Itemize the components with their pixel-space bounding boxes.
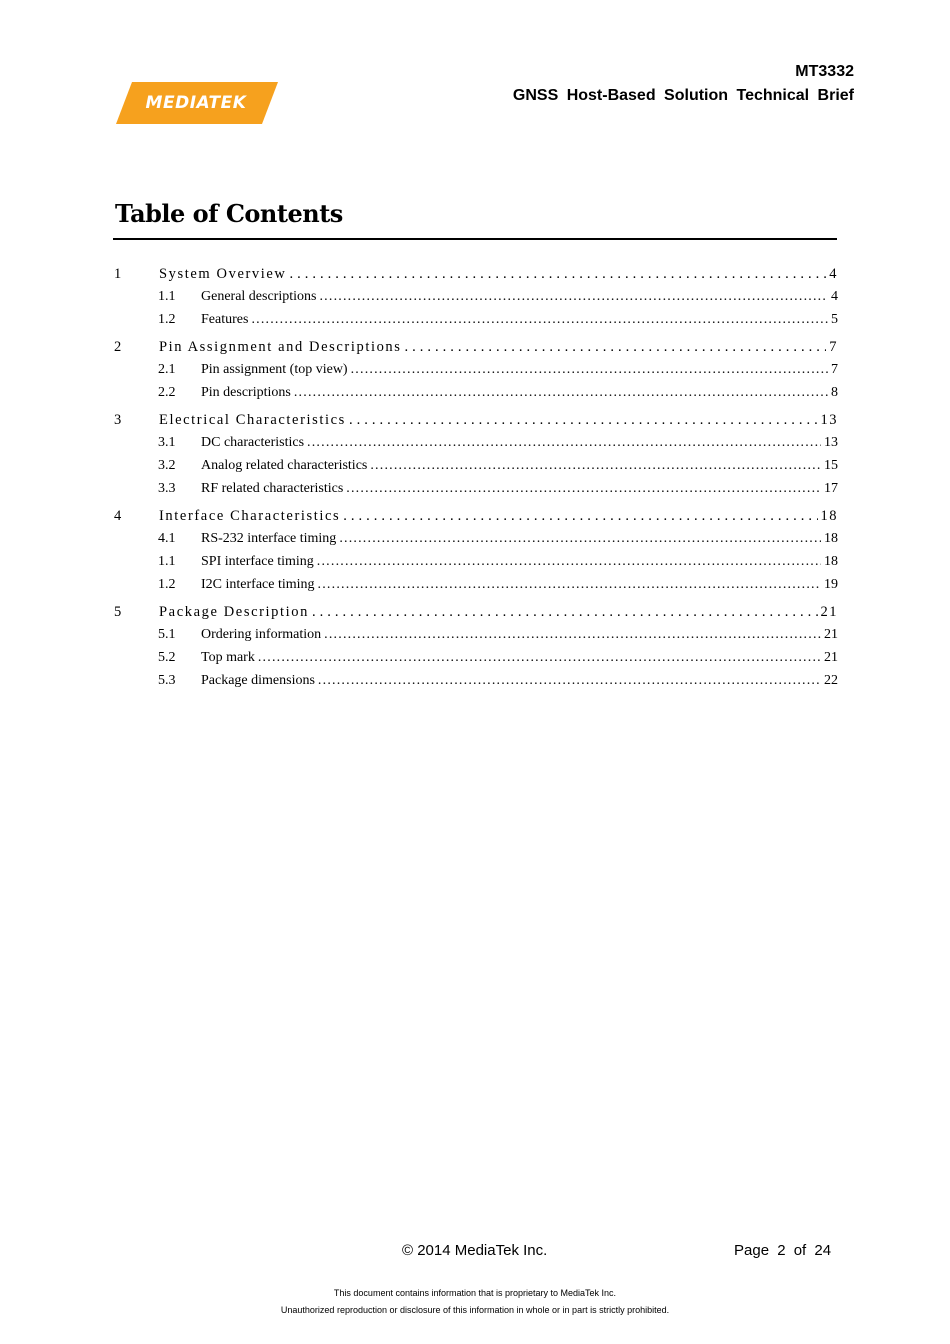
toc-subsection-entry[interactable] <box>113 531 838 554</box>
footer-copyright: © 2014 MediaTek Inc. <box>402 1242 548 1259</box>
toc-section-entry[interactable] <box>113 508 838 531</box>
toc-dot-leader <box>317 554 821 570</box>
toc-section-entry[interactable] <box>113 412 838 435</box>
toc-entry-page: 19 <box>824 577 838 592</box>
toc-entry-label: Interface Characteristics <box>159 508 341 524</box>
toc-entry-page: 22 <box>824 673 838 688</box>
toc-entry-page: 7 <box>829 339 838 355</box>
toc-entry-page: 18 <box>820 508 838 524</box>
toc-entry-label: Package dimensions <box>201 673 315 688</box>
toc-entry-number: 4 <box>114 508 123 524</box>
toc-entry-page: 18 <box>824 554 838 569</box>
toc-entry-label: RF related characteristics <box>201 481 344 496</box>
table-of-contents <box>113 266 838 696</box>
toc-entry-label: I2C interface timing <box>201 577 315 592</box>
toc-title: Table of Contents <box>115 199 343 228</box>
toc-entry-number: 2 <box>114 339 123 355</box>
toc-dot-leader <box>405 339 827 356</box>
toc-entry-number: 5.1 <box>158 627 176 642</box>
toc-entry-page: 4 <box>829 266 838 282</box>
toc-subsection-entry[interactable] <box>113 435 838 458</box>
toc-section-entry[interactable] <box>113 266 838 289</box>
toc-subsection-entry[interactable] <box>113 312 838 335</box>
toc-entry-page: 21 <box>824 650 838 665</box>
mediatek-logo <box>116 82 278 124</box>
toc-dot-leader <box>258 650 821 666</box>
toc-subsection-entry[interactable] <box>113 362 838 385</box>
toc-entry-page: 7 <box>831 362 838 377</box>
toc-entry-label: Features <box>201 312 249 327</box>
toc-dot-leader <box>294 385 828 401</box>
toc-entry-page: 13 <box>820 412 838 428</box>
toc-subsection-entry[interactable] <box>113 481 838 504</box>
toc-subsection-entry[interactable] <box>113 673 838 696</box>
toc-entry-page: 5 <box>831 312 838 327</box>
toc-entry-number: 3.1 <box>158 435 176 450</box>
toc-entry-number: 1.1 <box>158 289 176 304</box>
toc-entry-label: General descriptions <box>201 289 317 304</box>
toc-entry-page: 15 <box>824 458 838 473</box>
toc-entry-label: SPI interface timing <box>201 554 314 569</box>
toc-entry-number: 3 <box>114 412 123 428</box>
toc-entry-number: 5 <box>114 604 123 620</box>
toc-dot-leader <box>290 266 827 283</box>
toc-entry-number: 1.1 <box>158 554 176 569</box>
toc-entry-label: Pin assignment (top view) <box>201 362 348 377</box>
footer-page-number: Page 2 of 24 <box>734 1242 832 1259</box>
toc-subsection-entry[interactable] <box>113 554 838 577</box>
toc-subsection-entry[interactable] <box>113 385 838 408</box>
footer-proprietary-note: This document contains information that is proprietary to MediaTek Inc. <box>333 1288 617 1298</box>
toc-entry-page: 17 <box>824 481 838 496</box>
toc-entry-number: 1 <box>114 266 123 282</box>
toc-dot-leader <box>349 412 818 429</box>
toc-entry-page: 21 <box>820 604 838 620</box>
toc-dot-leader <box>312 604 818 621</box>
toc-dot-leader <box>343 508 817 525</box>
footer-disclosure-note: Unauthorized reproduction or disclosure of this information in whole or in part is strictly prohibited. <box>280 1305 670 1315</box>
toc-entry-label: RS-232 interface timing <box>201 531 337 546</box>
toc-entry-label: DC characteristics <box>201 435 305 450</box>
toc-entry-number: 5.3 <box>158 673 176 688</box>
toc-entry-label: Analog related characteristics <box>201 458 368 473</box>
logo-wordmark: MEDIATEK <box>145 93 247 113</box>
toc-dot-leader <box>339 531 821 547</box>
toc-subsection-entry[interactable] <box>113 577 838 600</box>
toc-entry-number: 3.3 <box>158 481 176 496</box>
toc-dot-leader <box>346 481 821 497</box>
title-divider <box>113 238 837 240</box>
toc-entry-number: 3.2 <box>158 458 176 473</box>
toc-entry-page: 18 <box>824 531 838 546</box>
toc-section-entry[interactable] <box>113 339 838 362</box>
toc-dot-leader <box>318 673 821 689</box>
toc-subsection-entry[interactable] <box>113 289 838 312</box>
toc-entry-page: 21 <box>824 627 838 642</box>
toc-entry-number: 1.2 <box>158 577 176 592</box>
toc-entry-number: 4.1 <box>158 531 176 546</box>
toc-section-entry[interactable] <box>113 604 838 627</box>
toc-entry-number: 2.1 <box>158 362 176 377</box>
toc-dot-leader <box>319 289 828 305</box>
toc-entry-number: 2.2 <box>158 385 176 400</box>
toc-entry-label: Package Description <box>159 604 309 620</box>
toc-dot-leader <box>351 362 828 378</box>
toc-entry-number: 5.2 <box>158 650 176 665</box>
toc-dot-leader <box>324 627 821 643</box>
toc-entry-label: Ordering information <box>201 627 322 642</box>
toc-entry-label: System Overview <box>159 266 287 282</box>
toc-subsection-entry[interactable] <box>113 650 838 673</box>
toc-dot-leader <box>318 577 821 593</box>
toc-subsection-entry[interactable] <box>113 458 838 481</box>
toc-entry-label: Pin descriptions <box>201 385 291 400</box>
toc-dot-leader <box>251 312 828 328</box>
toc-entry-label: Top mark <box>201 650 255 665</box>
document-id: MT3332 <box>795 63 854 80</box>
toc-subsection-entry[interactable] <box>113 627 838 650</box>
toc-dot-leader <box>370 458 821 474</box>
toc-dot-leader <box>307 435 821 451</box>
toc-entry-page: 4 <box>831 289 838 304</box>
toc-entry-label: Pin Assignment and Descriptions <box>159 339 402 355</box>
toc-entry-label: Electrical Characteristics <box>159 412 346 428</box>
toc-entry-page: 13 <box>824 435 838 450</box>
toc-entry-page: 8 <box>831 385 838 400</box>
toc-entry-number: 1.2 <box>158 312 176 327</box>
document-subtitle: GNSS Host-Based Solution Technical Brief <box>512 87 854 104</box>
